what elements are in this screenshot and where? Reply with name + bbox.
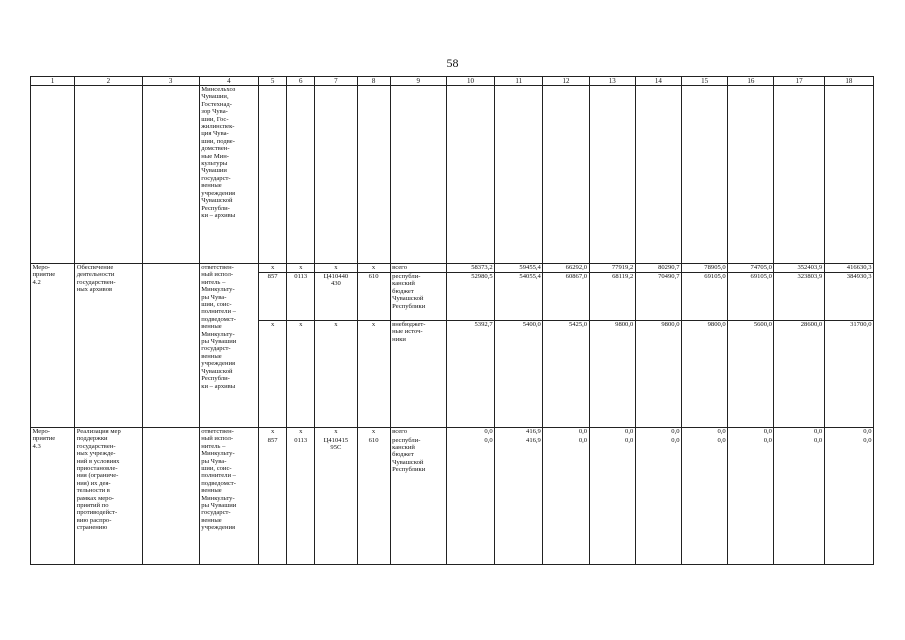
value-cell: 0,0 [728,428,774,437]
value-cell: 323803,9 [774,273,824,321]
budget-code-cell: x [287,264,315,273]
value-cell: 80290,7 [635,264,681,273]
measure-executors: ответствен- ный испол- нитель – Минкульту- ры Чува- шии, соис- полнители – подведомст- венные Минкульту- ры Чувашии государст- венные учреждения Чувашской Республи- ки – архивы [199,264,258,428]
value-cell: 66292,0 [543,264,589,273]
column-number: 1 [31,77,75,86]
value-cell: 5425,0 [543,321,589,428]
value-cell: 77919,2 [589,264,635,273]
column-number: 2 [75,77,142,86]
value-cell: 9800,0 [635,321,681,428]
source-cell: республи- канский бюджет Чувашской Республики [390,437,446,565]
budget-code-cell: 610 [357,437,390,565]
measure-4-3-total-row [31,428,874,437]
column-number: 18 [824,77,873,86]
budget-table [30,76,874,565]
measure-name: Реализация мер поддержки государствен- ных учрежде- ний в условиях приостановле- ния (ограниче- ния) их дея- тельности в рамках меро- приятий по противодейст- вию распро- странению [75,428,142,565]
column-number: 14 [635,77,681,86]
value-cell: 352403,9 [774,264,824,273]
budget-code-cell: x [357,264,390,273]
value-cell: 0,0 [446,437,494,565]
page-number: 58 [446,56,459,70]
column-number: 16 [728,77,774,86]
value-cell: 0,0 [446,428,494,437]
value-cell: 416,9 [495,437,543,565]
column-number: 10 [446,77,494,86]
budget-code-cell: x [259,321,287,428]
measure-4-2-total-row [31,264,874,273]
budget-code-cell: x [259,428,287,437]
column-number: 7 [315,77,357,86]
value-cell: 28600,0 [774,321,824,428]
budget-code-cell: x [315,428,357,437]
value-cell: 5400,0 [495,321,543,428]
value-cell: 0,0 [682,437,728,565]
budget-code-cell: x [357,428,390,437]
budget-code-cell: x [287,321,315,428]
value-cell: 0,0 [635,437,681,565]
column-number: 4 [199,77,258,86]
column-number-row [31,77,874,86]
value-cell: 416,9 [495,428,543,437]
value-cell: 59455,4 [495,264,543,273]
value-cell: 70490,7 [635,273,681,321]
measure-code: Меро- приятие 4.3 [31,428,75,565]
budget-code-cell: x [315,321,357,428]
column-number: 6 [287,77,315,86]
budget-code-cell: 610 [357,273,390,321]
value-cell: 5392,7 [446,321,494,428]
column-number: 13 [589,77,635,86]
budget-code-cell: x [315,264,357,273]
budget-code-cell: x [259,264,287,273]
measure-name: Обеспечение деятельности государствен- ных архивов [75,264,142,428]
value-cell: 31700,0 [824,321,873,428]
column-number: 15 [682,77,728,86]
source-cell: всего [390,264,446,273]
column-number: 3 [142,77,199,86]
column-number: 12 [543,77,589,86]
value-cell: 9800,0 [682,321,728,428]
value-cell: 0,0 [824,428,873,437]
budget-code-cell: x [287,428,315,437]
budget-code-cell: Ц410440 430 [315,273,357,321]
value-cell: 60867,0 [543,273,589,321]
budget-code-cell: 857 [259,437,287,565]
value-cell: 69105,0 [728,273,774,321]
value-cell: 5600,0 [728,321,774,428]
column-number: 17 [774,77,824,86]
value-cell: 68119,2 [589,273,635,321]
measure-executors: ответствен- ный испол- нитель – Минкульту- ры Чува- шии, соис- полнители – подведомст- венные Минкульту- ры Чувашии государст- венные учреждения [199,428,258,565]
value-cell: 78905,0 [682,264,728,273]
budget-code-cell: x [357,321,390,428]
budget-code-cell: 0113 [287,437,315,565]
value-cell: 0,0 [728,437,774,565]
column-number: 11 [495,77,543,86]
value-cell: 0,0 [635,428,681,437]
budget-code-cell: Ц410415 95С [315,437,357,565]
value-cell: 416630,3 [824,264,873,273]
value-cell: 0,0 [774,437,824,565]
value-cell: 58373,2 [446,264,494,273]
source-cell: всего [390,428,446,437]
value-cell: 0,0 [682,428,728,437]
value-cell: 52980,5 [446,273,494,321]
source-cell: республи- канский бюджет Чувашской Республики [390,273,446,321]
measure-code: Меро- приятие 4.2 [31,264,75,428]
source-cell: внебюджет- ные источ- ники [390,321,446,428]
value-cell: 0,0 [589,437,635,565]
value-cell: 74705,0 [728,264,774,273]
budget-code-cell: 0113 [287,273,315,321]
value-cell: 0,0 [589,428,635,437]
value-cell: 54055,4 [495,273,543,321]
column-number: 5 [259,77,287,86]
continued-row [31,86,874,264]
executors-cell: Минсельхоз Чувашии, Гостехнад- зор Чува- шии, Гос- жилинспек- ция Чува- шии, подве- домствен- ные Мин- культуры Чувашии государст- венные учреждения Чувашской Республи- ки – архивы [199,86,258,264]
column-number: 9 [390,77,446,86]
value-cell: 69105,0 [682,273,728,321]
budget-code-cell: 857 [259,273,287,321]
value-cell: 0,0 [824,437,873,565]
column-number: 8 [357,77,390,86]
value-cell: 0,0 [543,428,589,437]
value-cell: 0,0 [543,437,589,565]
value-cell: 9800,0 [589,321,635,428]
value-cell: 0,0 [774,428,824,437]
value-cell: 384930,3 [824,273,873,321]
